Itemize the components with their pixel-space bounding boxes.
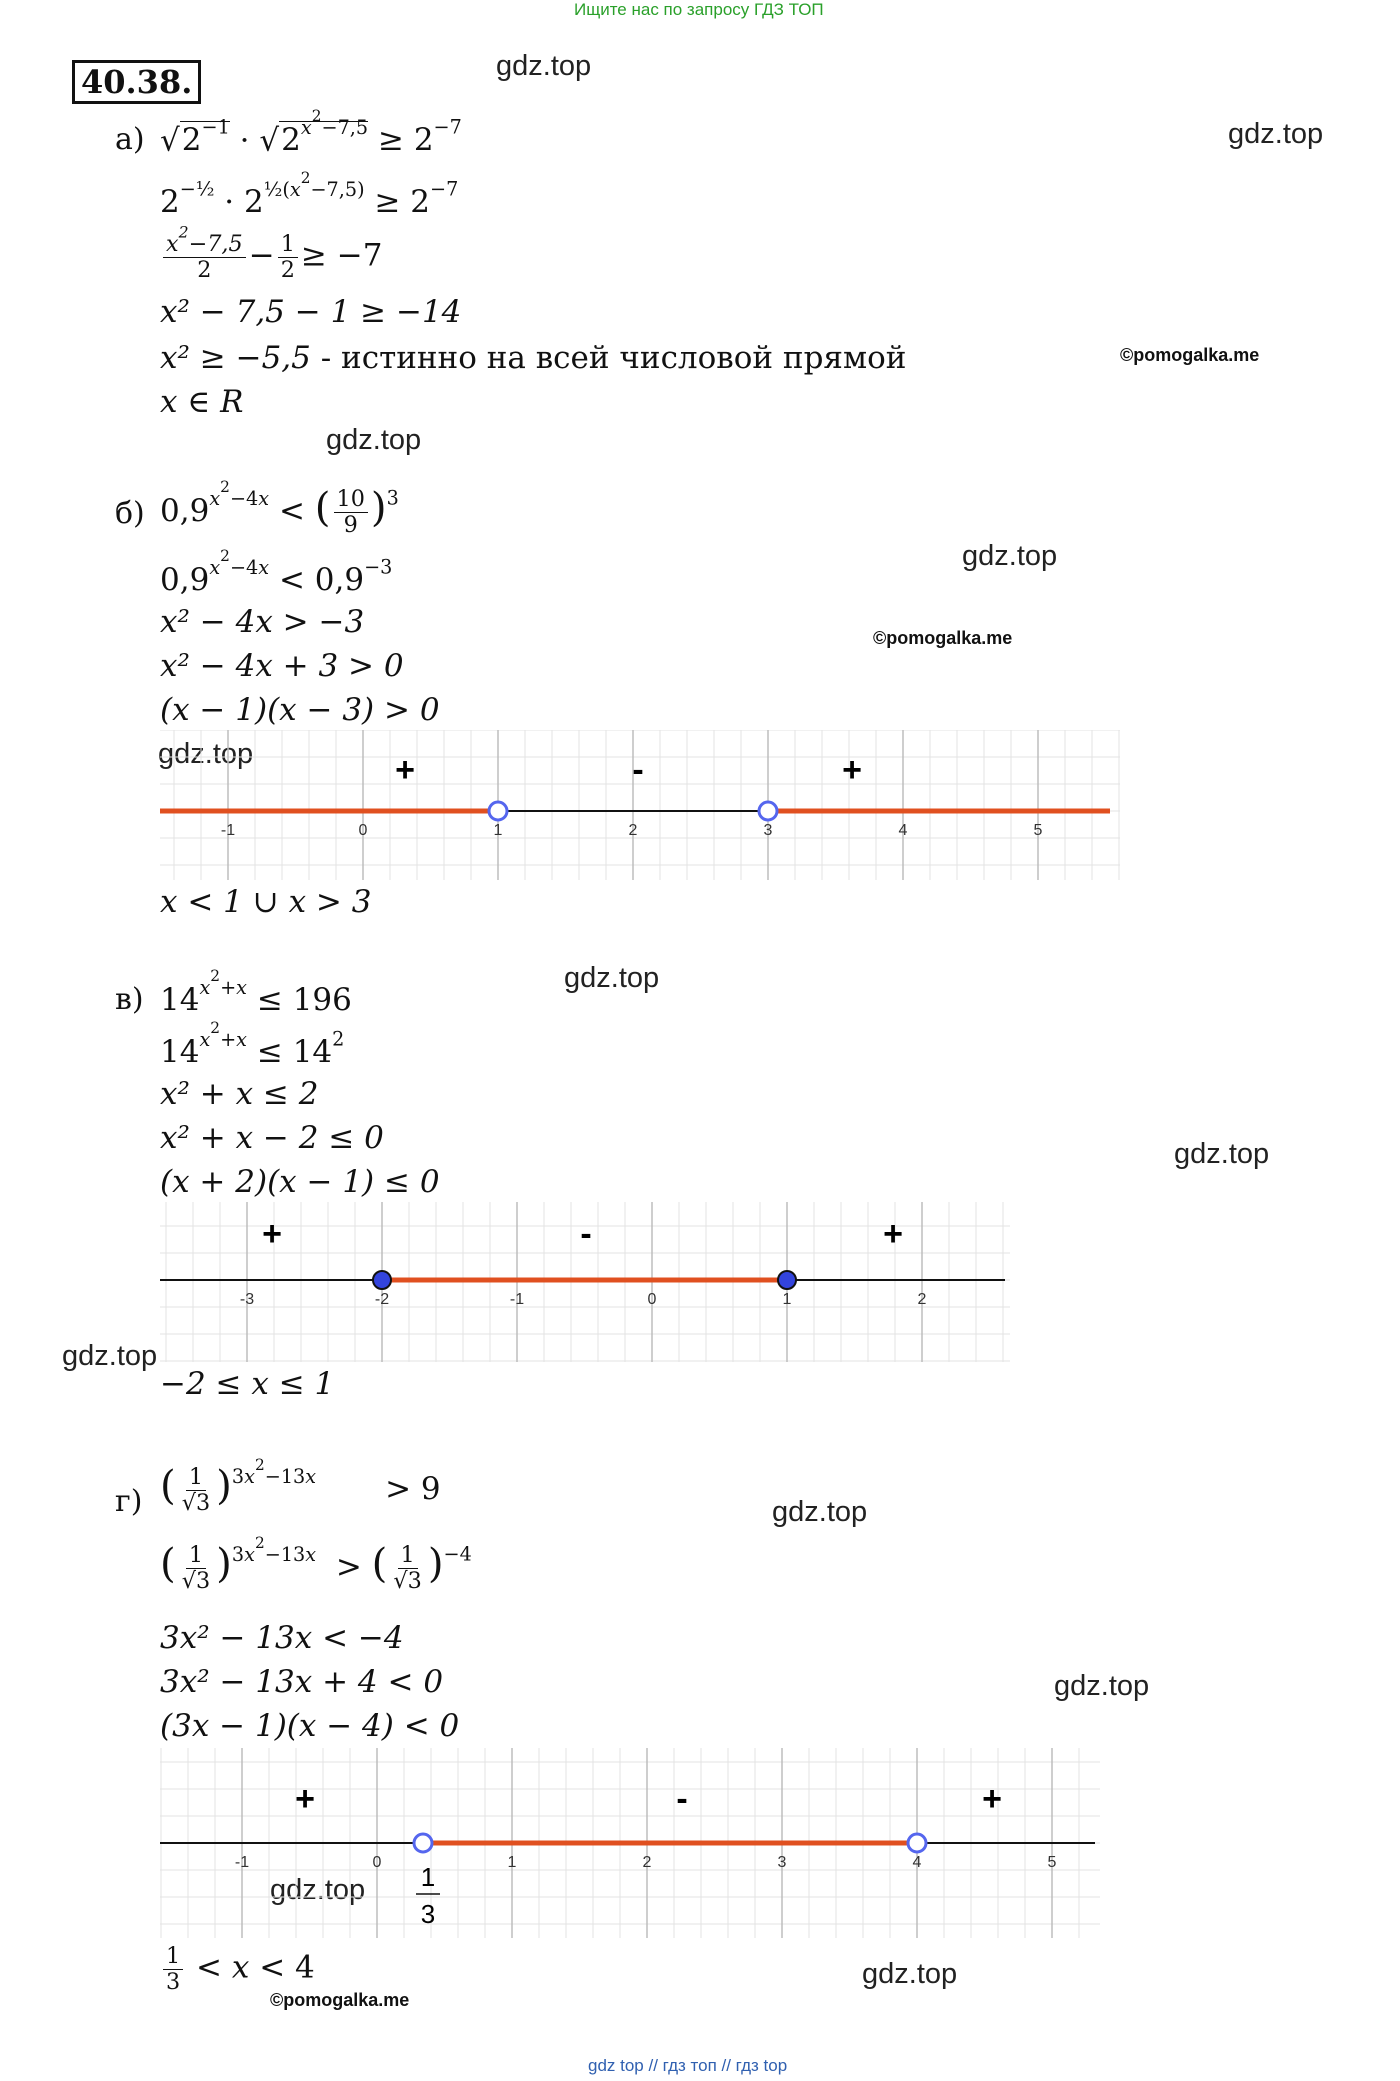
- part-a-line3: $\frac{x^2-7,5}{2}$ − $\frac{1}{2}$ ≥ −7: [160, 232, 382, 282]
- part-g-line1: ( $\frac{1}{√3}$ )$^{3x^2-13x}$ > 9: [160, 1455, 441, 1516]
- watermark: gdz.top: [62, 1340, 158, 1372]
- part-a-label: а): [115, 122, 145, 157]
- open-point-1: [489, 802, 507, 820]
- sign-minus: -: [580, 1215, 592, 1253]
- tick-label: 2: [642, 1854, 652, 1871]
- part-a-line2: $2^{-\frac{1}{2}} \cdot 2^{\frac{1}{2}(x^2-7,5)} \ge 2^{-7}$: [160, 169, 459, 221]
- sign-plus: +: [395, 751, 415, 789]
- tick-label: 1: [782, 1291, 792, 1308]
- part-g-line3: 3x² − 13x < −4: [160, 1620, 404, 1656]
- part-g-line5: (3x − 1)(x − 4) < 0: [160, 1708, 460, 1744]
- copyright-watermark: ©pomogalka.me: [873, 628, 1013, 648]
- tick-label: 3: [777, 1854, 787, 1871]
- part-g-answer: $\frac{1}{3}$ < x < 4: [160, 1944, 315, 1994]
- tick-label: 2: [917, 1291, 927, 1308]
- tick-label: 4: [898, 822, 908, 839]
- tick-label: -2: [374, 1291, 390, 1308]
- part-a-answer: x ∈ R: [160, 384, 244, 420]
- watermark: gdz.top: [564, 962, 660, 994]
- watermark: gdz.top: [1228, 118, 1324, 150]
- tick-labels-v: [240, 1291, 927, 1308]
- number-line-v: [160, 1202, 1010, 1362]
- tick-label: 3: [763, 822, 773, 839]
- tick-label: 4: [912, 1854, 922, 1871]
- tick-label: 0: [647, 1291, 657, 1308]
- sign-plus: +: [842, 751, 862, 789]
- top-banner: Ищите нас по запросу ГДЗ ТОП: [574, 0, 824, 19]
- sign-minus: -: [632, 751, 644, 789]
- tick-label: -1: [234, 1854, 250, 1871]
- copyright-watermark: ©pomogalka.me: [270, 1990, 410, 2010]
- part-b-line5: (x − 1)(x − 3) > 0: [160, 692, 440, 728]
- part-b-answer: x < 1 ∪ x > 3: [160, 884, 372, 920]
- part-v-answer: −2 ≤ x ≤ 1: [160, 1366, 335, 1402]
- part-a-line1: $√2^{-1} \cdot √2^{x^2-7,5} \ge 2^{-7}$: [160, 107, 462, 159]
- point-label-numerator: 1: [420, 1862, 436, 1892]
- part-b-label: б): [115, 496, 145, 531]
- number-line-g: [160, 1748, 1100, 1938]
- sign-plus: +: [295, 1780, 315, 1818]
- part-v-label: в): [115, 982, 144, 1017]
- problem-number: 40.38.: [72, 60, 201, 104]
- sign-plus: +: [883, 1215, 903, 1253]
- tick-label: 2: [628, 822, 638, 839]
- part-v-line1: $14^{x^2+x} \le 196$: [160, 967, 352, 1019]
- tick-label: 5: [1033, 822, 1043, 839]
- sign-plus: +: [262, 1215, 282, 1253]
- part-a-line5: [160, 340, 906, 376]
- part-v-line3: x² + x ≤ 2: [160, 1076, 319, 1112]
- tick-label: -3: [239, 1291, 255, 1308]
- part-v-line5: (x + 2)(x − 1) ≤ 0: [160, 1164, 440, 1200]
- watermark: gdz.top: [270, 1874, 366, 1906]
- part-a-line5-math: x² ≥ −5,5: [160, 340, 311, 376]
- sign-minus: -: [676, 1780, 688, 1818]
- number-line-b: [160, 730, 1120, 880]
- part-g-line4: 3x² − 13x + 4 < 0: [160, 1664, 444, 1700]
- part-b-line2: $0,9^{x^2-4x} < 0,9^{-3}$: [160, 547, 393, 599]
- tick-label: 1: [507, 1854, 517, 1871]
- open-point-4: [908, 1834, 926, 1852]
- tick-label: 5: [1047, 1854, 1057, 1871]
- tick-labels-g: [235, 1854, 1057, 1871]
- part-a-line5-text: - истинно на всей числовой прямой: [310, 340, 907, 376]
- open-point-one-third: [414, 1834, 432, 1852]
- sign-plus: +: [982, 1780, 1002, 1818]
- point-label-denominator: 3: [420, 1899, 436, 1929]
- watermark: gdz.top: [1054, 1670, 1150, 1702]
- part-g-line2: ( $\frac{1}{√3}$ )$^{3x^2-13x}$ > ( $\frac{1}{√3}$ )$^{-4}$: [160, 1533, 472, 1594]
- tick-labels-b: [221, 822, 1043, 839]
- watermark: gdz.top: [496, 50, 592, 82]
- watermark: gdz.top: [772, 1496, 868, 1528]
- watermark: gdz.top: [158, 738, 254, 770]
- open-point-3: [759, 802, 777, 820]
- part-a-line4: x² − 7,5 − 1 ≥ −14: [160, 294, 462, 330]
- part-v-line4: x² + x − 2 ≤ 0: [160, 1120, 384, 1156]
- part-b-line4: x² − 4x + 3 > 0: [160, 648, 404, 684]
- tick-label: -1: [220, 822, 236, 839]
- part-g-label: г): [115, 1484, 143, 1519]
- closed-point-minus2: [373, 1271, 391, 1289]
- part-v-line2: $14^{x^2+x} \le 14^2$: [160, 1019, 345, 1071]
- watermark: gdz.top: [962, 540, 1058, 572]
- part-b-line1: $0,9^{x^2-4x}$ < ( $\frac{10}{9}$ )$^3$: [160, 477, 399, 538]
- tick-label: 0: [358, 822, 368, 839]
- tick-label: 0: [372, 1854, 382, 1871]
- tick-label: -1: [509, 1291, 525, 1308]
- watermark: gdz.top: [1174, 1138, 1270, 1170]
- watermark: gdz.top: [326, 424, 422, 456]
- closed-point-1: [778, 1271, 796, 1289]
- part-b-line3: x² − 4x > −3: [160, 604, 365, 640]
- watermark: gdz.top: [862, 1958, 958, 1990]
- tick-label: 1: [493, 822, 503, 839]
- copyright-watermark: ©pomogalka.me: [1120, 345, 1260, 365]
- footer-links[interactable]: gdz top // гдз топ // гдз top: [588, 2056, 788, 2075]
